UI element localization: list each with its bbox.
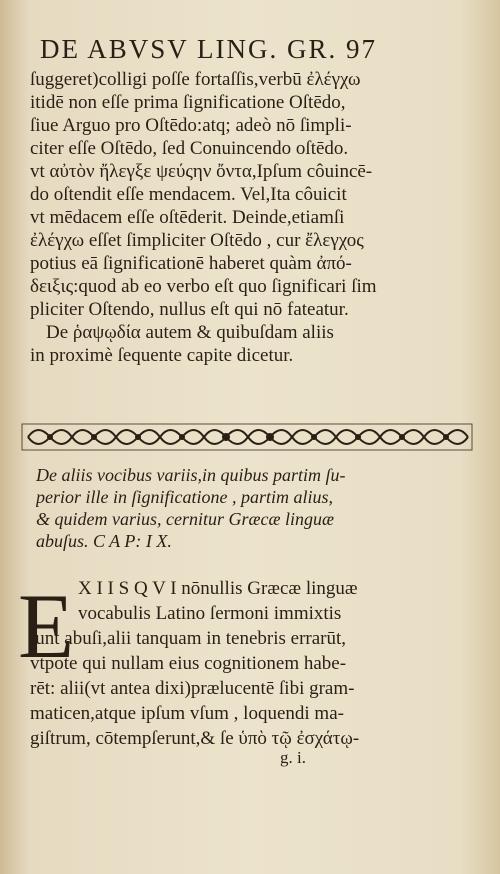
body-line: vtpote qui nullam eius cognitionem habe- (30, 653, 347, 674)
body-text (30, 68, 480, 367)
body-line: ἐλέγχω eſſet ſimpliciter Oſtēdo , cur ἔλεγχος (30, 230, 364, 251)
body-line: δειξις:quod ab eo verbo eſt quo ſignificari ſim (30, 276, 377, 297)
body-line: De ῥαψῳδία autem & quibuſdam aliis (46, 322, 334, 343)
catchword: g. i. (280, 748, 306, 767)
body-line: do oſtendit eſſe mendacem. Vel,Ita côuicit (30, 184, 347, 205)
heading-line: abuſus. C A P: I X. (36, 531, 172, 551)
body-line: maticen,atque ipſum vſum , loquendi ma- (30, 703, 344, 724)
body-line: ſiue Arguo pro Oſtēdo:atq; adeò nō ſimpli- (30, 115, 352, 136)
body-line: rēt: alii(vt antea dixi)prælucentē ſibi gram- (30, 678, 355, 699)
body-line: pliciter Oſtendo, nullus eſt qui nō fateatur. (30, 299, 349, 320)
body-line: ſunt abuſi,alii tanquam in tenebris errarūt, (30, 628, 347, 649)
body-line: vt mēdacem eſſe oſtēderit. Deinde,etiamſi (30, 207, 345, 228)
body-line: in proximè ſequente capite dicetur. (30, 345, 294, 366)
body-line: itidē non eſſe prima ſignificatione Oſtēdo, (30, 92, 346, 113)
heading-line: De aliis vocibus variis,in quibus partim ſu- (36, 465, 346, 485)
body-line: vt αὐτὸν ἤλεγξε ψεύςην ὄντα,Ipſum côuincē- (30, 161, 373, 182)
body-line: X I I S Q V I nōnullis Græcæ linguæ (78, 578, 358, 599)
heading-line: & quidem varius, cernitur Græcæ linguæ (36, 509, 334, 529)
chapter-heading (36, 464, 476, 552)
body-line: citer eſſe Oſtēdo, ſed Conuincendo oſtēdo. (30, 138, 349, 159)
decorative-ornament-band (20, 418, 474, 456)
body-line: ſuggeret)colligi poſſe fortaſſis,verbū ἐλέγχω (30, 69, 361, 90)
body-line: giſtrum, cōtempſerunt,& ſe ὑπὸ τῷ ἐσχάτῳ- (30, 728, 360, 749)
drop-cap: E (18, 575, 75, 677)
body-line: vocabulis Latino ſermoni immixtis (78, 603, 342, 624)
body-line: potius eā ſignificationē haberet quàm ἀπό- (30, 253, 352, 274)
running-head: DE ABVSV LING. GR. 97 (40, 34, 378, 64)
heading-line: perior ille in ſignificatione , partim alius, (36, 487, 333, 507)
